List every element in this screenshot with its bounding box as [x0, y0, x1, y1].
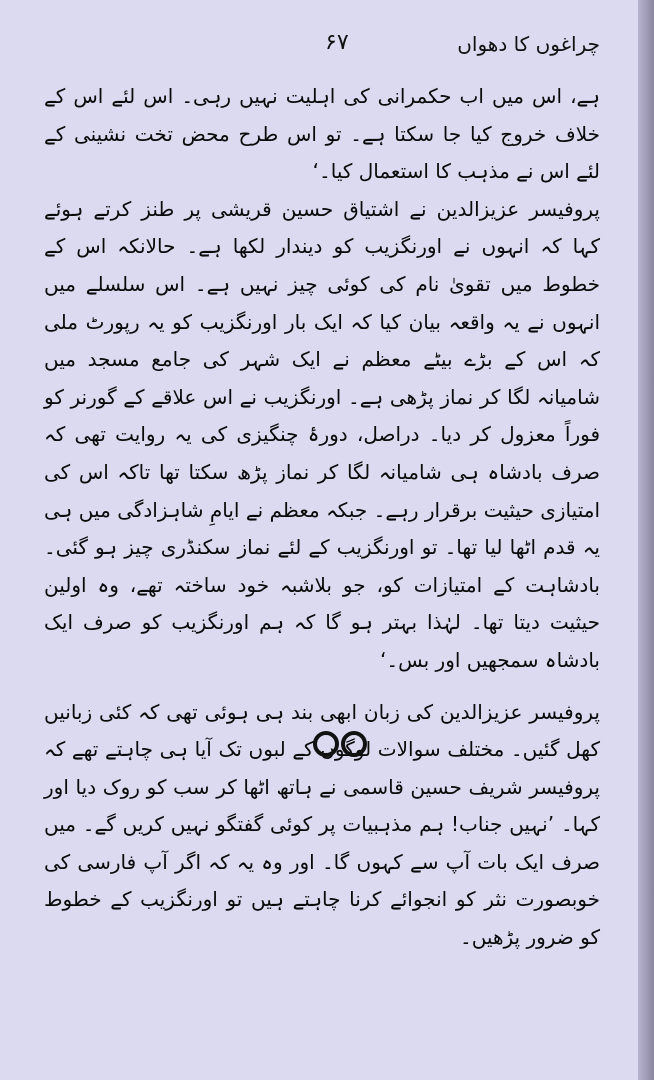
paragraph-3: پروفیسر عزیزالدین کی زبان ابھی بند ہی ہوئی تھی کہ کئی زبانیں کھل گئیں۔ مختلف سوالات لوگوں کے لبوں تک آیا ہی چاہتے تھے کہ پروفیسر شریف حسین قاسمی نے ہاتھ اٹھا کر سب کو روک دیا اور کہا۔ ’نہیں جناب! ہم مذہبیات پر کوئی گفتگو نہیں کریں گے۔ میں صرف ایک بات آپ سے کہوں گا۔ اور وہ یہ کہ اگر آپ فارسی کی خوبصورت نثر کو انجوائے کرنا چاہتے ہیں تو اورنگزیب کے خطوط کو ضرور پڑھیں۔ — [44, 699, 600, 950]
running-header — [30, 28, 600, 64]
page-body — [44, 78, 600, 957]
section-end-ornament-icon — [296, 724, 386, 764]
paragraph-2: پروفیسر عزیزالدین نے اشتیاق حسین قریشی پر طنز کرتے ہوئے کہا کہ انہوں نے اورنگزیب کو دیندار لکھا ہے۔ حالانکہ اس کے خطوط میں تقویٰ نام کی کوئی چیز نہیں ہے۔ اس سلسلے میں انہوں نے یہ واقعہ بیان کیا کہ ایک بار اورنگزیب کو یہ رپورٹ ملی کہ اس کے بڑے بیٹے معظم نے ایک شہر کی جامع مسجد میں شامیانہ لگا کر نماز پڑھی ہے۔ اورنگزیب نے اس علاقے کے گورنر کو فوراً معزول کر دیا۔ دراصل، دورۂ چنگیزی کی یہ روایت تھی کہ صرف بادشاہ ہی شامیانہ لگا کر نماز پڑھ سکتا تھا تاکہ اس کی امتیازی حیثیت برقرار رہے۔ جبکہ معظم نے ایامِ شاہزادگی میں ہی یہ قدم اٹھا لیا تھا۔ تو اورنگزیب کے لئے نماز سکنڈری چیز ہو گئی۔ بادشاہت کے امتیازات کو، جو بلاشبہ خود ساختہ تھے، وہ اولین حیثیت دیتا تھا۔ لہٰذا بہتر ہو گا کہ ہم اورنگزیب کو صرف ایک بادشاہ سمجھیں اور بس۔‘ — [44, 196, 600, 672]
book-title: چراغوں کا دھواں — [457, 32, 600, 56]
book-spine-edge — [638, 0, 654, 1080]
paragraph-gap — [44, 680, 600, 694]
paragraph-1: ہے، اس میں اب حکمرانی کی اہلیت نہیں رہی۔ اس لئے اس کے خلاف خروج کیا جا سکتا ہے۔ تو اس طرح محض تخت نشینی کے لئے اس نے مذہب کا استعمال کیا۔‘ — [44, 84, 600, 184]
page-number: ۶۷ — [325, 30, 349, 55]
